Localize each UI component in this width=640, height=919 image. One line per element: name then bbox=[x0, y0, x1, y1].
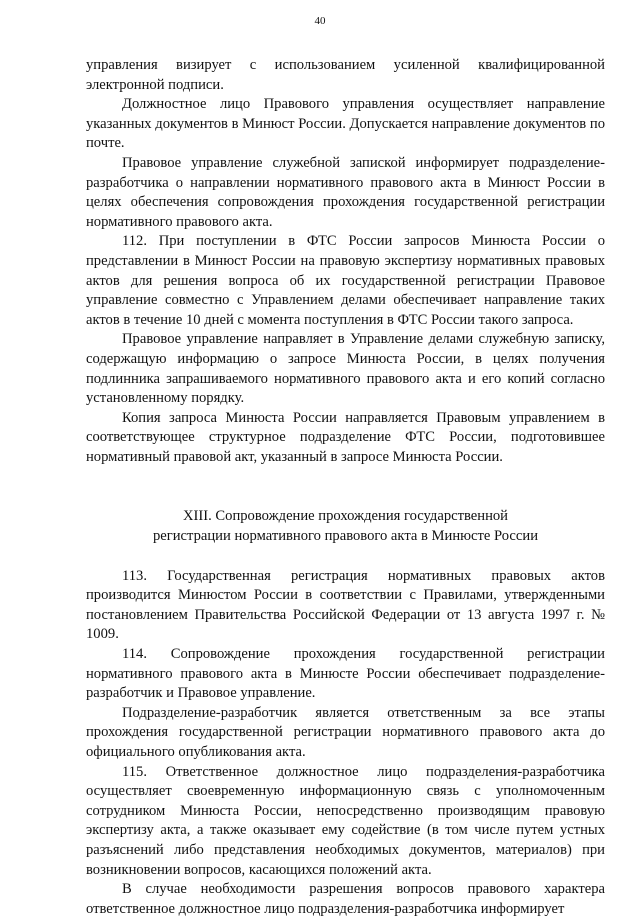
paragraph-115: 115. Ответственное должностное лицо подразделения-разработчика осуществляет своевременную информационную связь с уполномоченным сотрудником Минюста России, непосредственно производящим правовую экспертизу акта, а также оказывает ему содействие (в том числе путем устных разъяснений либо представления необходимых документов, материалов) при возникновении вопросов, касающихся положений акта. bbox=[86, 763, 605, 878]
document-body bbox=[86, 56, 605, 919]
paragraph-113: 113. Государственная регистрация нормативных правовых актов производится Минюстом России в соответствии с Правилами, утвержденными постановлением Правительства Российской Федерации от 13 августа 1997 г. № 1009. bbox=[86, 567, 605, 643]
paragraph: Копия запроса Минюста России направляется Правовым управлением в соответствующее структурное подразделение ФТС России, подготовившее нормативный правовой акт, указанный в запросе Минюста России. bbox=[86, 409, 605, 465]
paragraph-112: 112. При поступлении в ФТС России запросов Минюста России о представлении в Минюст России на правовую экспертизу нормативных правовых актов для решения вопроса об их государственной регистрации Правовое управление совместно с Управлением делами обеспечивает направление таких актов в течение 10 дней с момента поступления в ФТС России такого запроса. bbox=[86, 233, 605, 328]
paragraph: управления визирует с использованием усиленной квалифицированной электронной подписи. bbox=[86, 57, 605, 93]
page-number: 40 bbox=[314, 15, 326, 27]
paragraph: Правовое управление направляет в Управление делами служебную записку, содержащую информацию о запросе Минюста России, в целях получения подлинника запрашиваемого нормативного правового акта и его копий согласно установленному порядку. bbox=[86, 331, 605, 407]
paragraph: В случае необходимости разрешения вопросов правового характера ответственное должностное лицо подразделения-разработчика информирует bbox=[86, 881, 605, 917]
paragraph-114: 114. Сопровождение прохождения государственной регистрации нормативного правового акта в Минюсте России обеспечивает подразделение-разработчик и Правовое управление. bbox=[86, 646, 605, 702]
paragraph: Должностное лицо Правового управления осуществляет направление указанных документов в Минюст России. Допускается направление документов по почте. bbox=[86, 96, 605, 152]
section-heading-line-2: регистрации нормативного правового акта в Минюсте России bbox=[152, 528, 539, 545]
paragraph: Подразделение-разработчик является ответственным за все этапы прохождения государственной регистрации нормативного правового акта до официального опубликования акта. bbox=[86, 704, 605, 760]
section-heading-line-1: XIII. Сопровождение прохождения государственной bbox=[183, 508, 508, 525]
paragraph: Правовое управление служебной запиской информирует подразделение-разработчика о направлении нормативного правового акта в Минюст России в целях обеспечения сопровождения прохождения государственной регистрации нормативного правового акта. bbox=[86, 154, 605, 230]
